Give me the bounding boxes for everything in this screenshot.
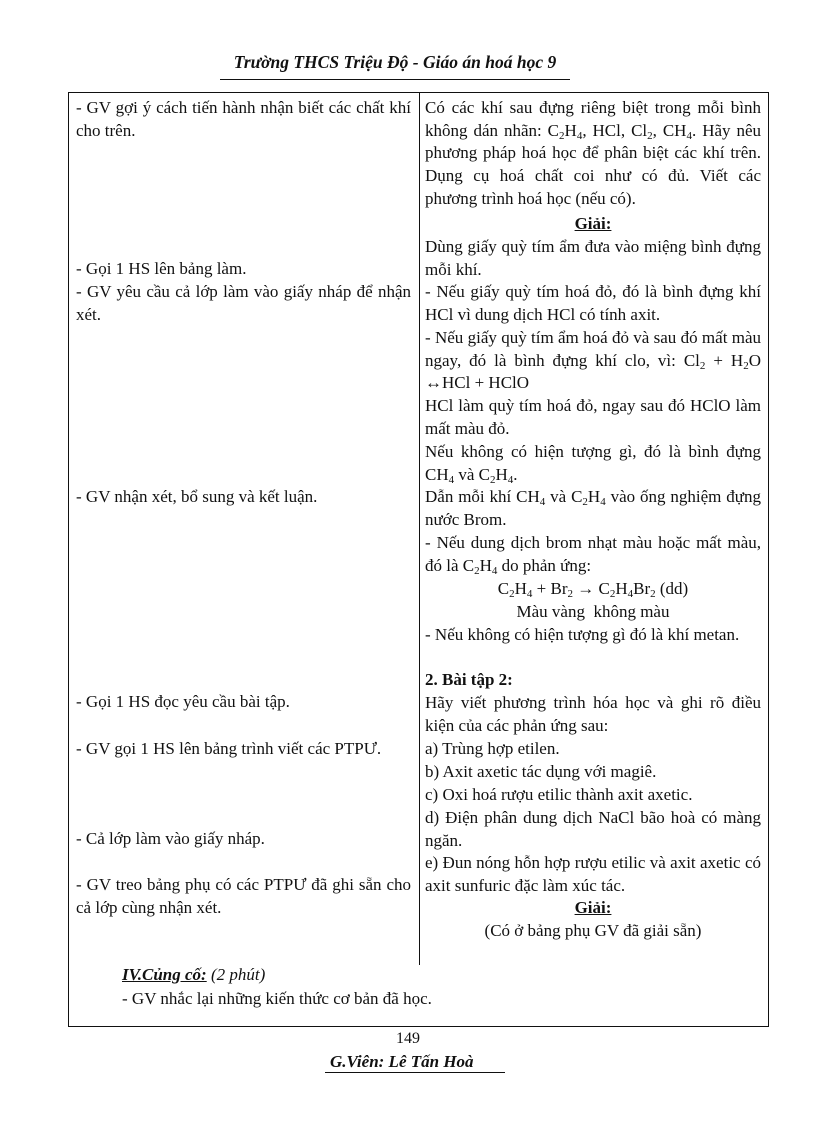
solution-step-7: - Nếu dung dịch brom nhạt màu hoặc mất màu, đó là $C_2H_4$ do phản ứng:: [425, 533, 761, 577]
exercise-2-item-e: e) Đun nóng hỗn hợp rượu etilic và axit axetic có axit sunfuric đặc làm xúc tác.: [425, 853, 761, 895]
teacher-activity-3: - GV yêu cầu cả lớp làm vào giấy nháp để nhận xét.: [76, 282, 411, 324]
teacher-activity-7: - Cả lớp làm vào giấy nháp.: [76, 829, 265, 848]
exercise-2-item-b: b) Axit axetic tác dụng với magiê.: [425, 762, 657, 781]
solution-step-4: HCl làm quỳ tím hoá đỏ, ngay sau đó HClO làm mất màu đỏ.: [425, 396, 761, 438]
solution-step-5: Nếu không có hiện tượng gì, đó là bình đựng $CH_4$ và $C_2H_4$.: [425, 442, 761, 486]
consolidation-heading: [122, 965, 265, 985]
solution-heading-1: Giải:: [574, 214, 612, 233]
page-number: 149: [396, 1030, 420, 1047]
consolidation-time: (2 phút): [210, 965, 266, 984]
color-change-label: Màu vàng không màu: [516, 602, 670, 621]
solution-note: (Có ở bảng phụ GV đã giải sẵn): [484, 921, 702, 940]
solution-step-8: - Nếu không có hiện tượng gì đó là khí metan.: [425, 625, 740, 644]
exercise-2-prompt: Hãy viết phương trình hóa học và ghi rõ điều kiện của các phản ứng sau:: [425, 693, 761, 735]
teacher-activity-1: - GV gợi ý cách tiến hành nhận biết các chất khí cho trên.: [76, 98, 411, 140]
bromine-equation: $C_2H_4 + Br_2 \to C_2H_4Br_2$ (dd): [497, 579, 689, 600]
exercise-2-item-d: d) Điện phân dung dịch NaCl bão hoà có màng ngăn.: [425, 808, 761, 850]
consolidation-text: - GV nhắc lại những kiến thức cơ bản đã học.: [122, 989, 432, 1008]
teacher-activity-4: - GV nhận xét, bổ sung và kết luận.: [76, 487, 318, 506]
exercise-2-item-a: a) Trùng hợp etilen.: [425, 739, 560, 758]
consolidation-title: IV.Củng cố:: [122, 965, 207, 984]
exercise-1-prompt: Có các khí sau đựng riêng biệt trong mỗi bình không dán nhãn: $C_2H_4$, HCl, $Cl_2$, $CH_4$. Hãy nêu phương pháp hoá học để phân biệt các khí trên. Dụng cụ hoá chất coi như có đủ. Viết các phương trình hoá học (nếu có).: [425, 98, 762, 208]
teacher-activity-8: - GV treo bảng phụ có các PTPƯ đã ghi sẵn cho cả lớp cùng nhận xét.: [76, 875, 411, 917]
teacher-activity-6: - GV gọi 1 HS lên bảng trình viết các PTPƯ.: [76, 739, 382, 758]
teacher-activity-5: - Gọi 1 HS đọc yêu cầu bài tập.: [76, 692, 290, 711]
solution-step-2: - Nếu giấy quỳ tím hoá đỏ, đó là bình đựng khí HCl vì dung dịch HCl có tính axit.: [425, 282, 761, 324]
solution-step-3: - Nếu giấy quỳ tím ẩm hoá đỏ và sau đó mất màu ngay, đó là bình đựng khí clo, vì: $Cl_2 + H_2O$ ↔HCl + HClO: [425, 328, 761, 393]
solution-step-1: Dùng giấy quỳ tím ẩm đưa vào miệng bình đựng mỗi khí.: [425, 237, 761, 279]
solution-heading-2: Giải:: [574, 898, 612, 917]
column-divider: [419, 93, 420, 965]
page-header: Trường THCS Triệu Độ - Giáo án hoá học 9: [233, 52, 557, 72]
exercise-2-item-c: c) Oxi hoá rượu etilic thành axit axetic.: [425, 785, 693, 804]
solution-step-6: Dẫn mỗi khí $CH_4$ và $C_2H_4$ vào ống nghiệm đựng nước Brom.: [425, 487, 761, 529]
teacher-activity-2: - Gọi 1 HS lên bảng làm.: [76, 259, 247, 278]
exercise-2-heading: 2. Bài tập 2:: [425, 670, 513, 689]
footer-underline: [325, 1072, 505, 1073]
header-underline: [220, 79, 570, 80]
teacher-name: G.Viên: Lê Tấn Hoà: [330, 1052, 474, 1071]
